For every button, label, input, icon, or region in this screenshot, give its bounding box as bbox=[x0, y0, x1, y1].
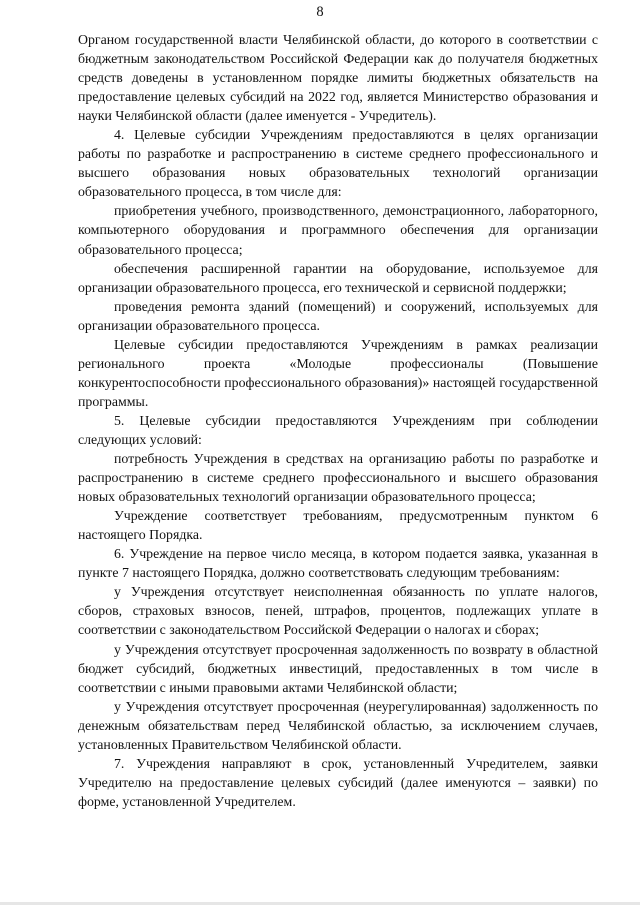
paragraph-7-applications: 7. Учреждения направляют в срок, установленный Учредителем, заявки Учредителю на предоставление целевых субсидий (далее именуются – заявки) по форме, установленной Учредителем. bbox=[78, 755, 598, 809]
paragraph-funding-need: потребность Учреждения в средствах на организацию работы по разработке и распространению в системе среднего профессионального и высшего образования новых образовательных технологий организации образовательного процесса; bbox=[78, 451, 598, 505]
paragraph-purchase-equipment: приобретения учебного, производственного, демонстрационного, лабораторного, компьютерного оборудования и программного обеспечения для организации образовательного процесса; bbox=[78, 203, 598, 257]
paragraph-no-overdue-budget-debt: у Учреждения отсутствует просроченная задолженность по возврату в областной бюджет субсидий, бюджетных инвестиций, предоставленных в том числе в соответствии с иными правовыми актами Челябинской области; bbox=[78, 641, 598, 695]
paragraph-6-requirements: 6. Учреждение на первое число месяца, в котором подается заявка, указанная в пункте 7 настоящего Порядка, должно соответствовать следующим требованиям: bbox=[78, 546, 598, 581]
document-body bbox=[78, 30, 598, 811]
paragraph-founder-definition: Органом государственной власти Челябинской области, до которого в соответствии с бюджетным законодательством Российской Федерации как до получателя бюджетных средств доведены в установленном порядке лимиты бюджетных обязательств на предоставление целевых субсидий на 2022 год, является Министерство образования и науки Челябинской области (далее именуется - Учредитель). bbox=[78, 32, 598, 124]
paragraph-regional-project: Целевые субсидии предоставляются Учреждениям в рамках реализации регионального проекта «Молодые профессионалы (Повышение конкурентоспособности профессионального образования)» настоящей государственной программы. bbox=[78, 336, 598, 409]
paragraph-no-tax-debt: у Учреждения отсутствует неисполненная обязанность по уплате налогов, сборов, страховых взносов, пеней, штрафов, процентов, подлежащих уплате в соответствии с законодательством Российской Федерации о налогах и сборах; bbox=[78, 584, 598, 638]
paragraph-no-overdue-obligations: у Учреждения отсутствует просроченная (неурегулированная) задолженность по денежным обязательствам перед Челябинской областью, за исключением случаев, установленных Правительством Челябинской области. bbox=[78, 698, 598, 752]
paragraph-4-purposes: 4. Целевые субсидии Учреждениям предоставляются в целях организации работы по разработке и распространению в системе среднего профессионального и высшего образования новых образовательных технологий организации образовательного процесса, в том числе для: bbox=[78, 127, 598, 200]
paragraph-building-repair: проведения ремонта зданий (помещений) и сооружений, используемых для организации образовательного процесса. bbox=[78, 298, 598, 333]
paragraph-extended-warranty: обеспечения расширенной гарантии на оборудование, используемое для организации образовательного процесса, его технической и сервисной поддержки; bbox=[78, 260, 598, 295]
page-number: 8 bbox=[316, 4, 324, 20]
paragraph-compliance: Учреждение соответствует требованиям, предусмотренным пунктом 6 настоящего Порядка. bbox=[78, 508, 598, 543]
paragraph-5-conditions: 5. Целевые субсидии предоставляются Учреждениям при соблюдении следующих условий: bbox=[78, 412, 598, 447]
